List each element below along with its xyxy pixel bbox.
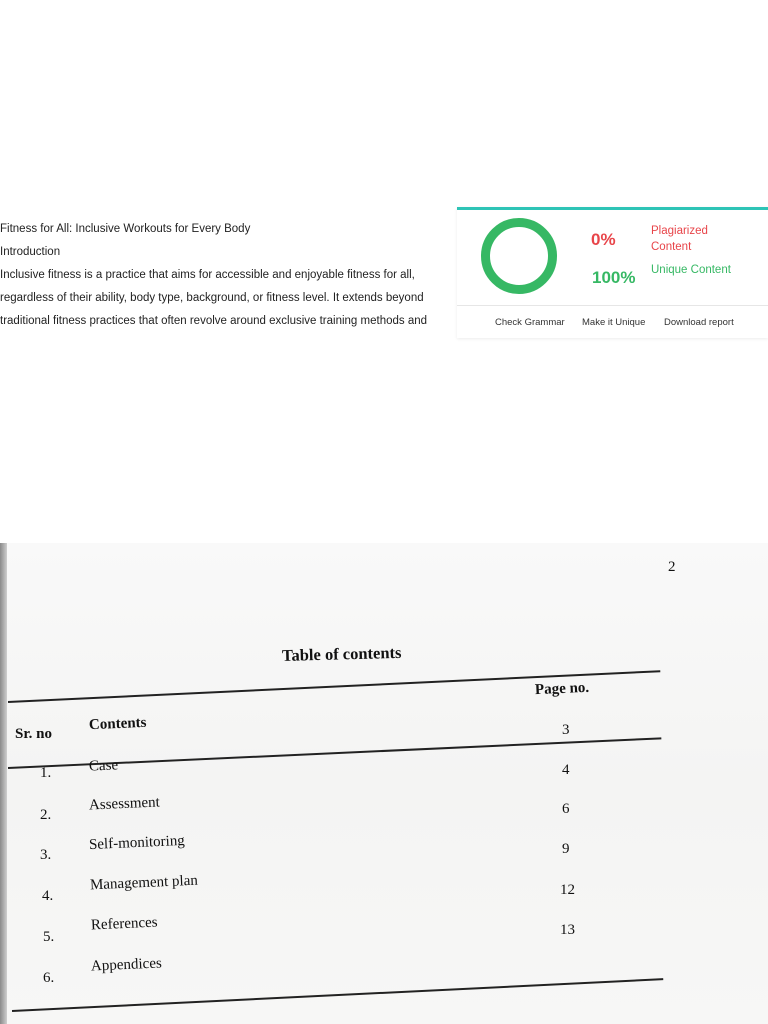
toc-sr: 4.: [42, 888, 54, 904]
document-photo: [0, 543, 768, 1024]
table-of-contents-page: [0, 543, 768, 1024]
toc-sr: 6.: [43, 970, 55, 986]
essay-text: [0, 218, 445, 333]
divider: [457, 305, 768, 306]
toc-content: Management plan: [89, 872, 199, 894]
toc-content: Appendices: [90, 955, 163, 975]
plagiarized-percentage: 0%: [591, 230, 616, 249]
table-bottom-rule: [12, 978, 663, 1011]
toc-page: 13: [560, 922, 575, 938]
check-grammar-button[interactable]: Check Grammar: [495, 317, 565, 328]
plagiarism-result-card: [457, 207, 768, 338]
essay-line: regardless of their ability, body type, background, or fitness level. It extends beyond: [0, 292, 424, 304]
toc-sr: 3.: [40, 847, 52, 863]
toc-sr: 1.: [40, 765, 52, 781]
toc-page: 12: [560, 882, 575, 898]
toc-content: Assessment: [88, 794, 161, 814]
page-number: 2: [668, 559, 676, 575]
unique-label: Unique Content: [651, 264, 731, 276]
toc-content: Self-monitoring: [88, 832, 186, 854]
toc-sr: 2.: [40, 807, 52, 823]
unique-percentage: 100%: [592, 268, 636, 287]
toc-page: 3: [562, 722, 570, 738]
download-report-button[interactable]: Download report: [664, 317, 734, 328]
toc-sr: 5.: [43, 929, 55, 945]
toc-content: Case: [88, 757, 119, 775]
toc-content: References: [90, 914, 158, 934]
toc-page: 4: [562, 762, 570, 778]
essay-title: Fitness for All: Inclusive Workouts for Every Body: [0, 223, 251, 235]
plagiarized-label: Plagiarized Content: [651, 225, 708, 253]
toc-page: 6: [562, 801, 570, 817]
toc-title: Table of contents: [281, 642, 402, 665]
essay-line: Inclusive fitness is a practice that aims for accessible and enjoyable fitness for all,: [0, 269, 415, 281]
header-contents: Contents: [88, 714, 147, 734]
essay-line: traditional fitness practices that often revolve around exclusive training methods and: [0, 315, 428, 327]
make-it-unique-button[interactable]: Make it Unique: [582, 317, 646, 328]
unique-content-ring-chart: [481, 218, 557, 294]
toc-page: 9: [562, 841, 570, 857]
header-sr-no: Sr. no: [15, 726, 52, 742]
header-page-no: Page no.: [534, 679, 590, 699]
essay-heading: Introduction: [0, 246, 61, 258]
